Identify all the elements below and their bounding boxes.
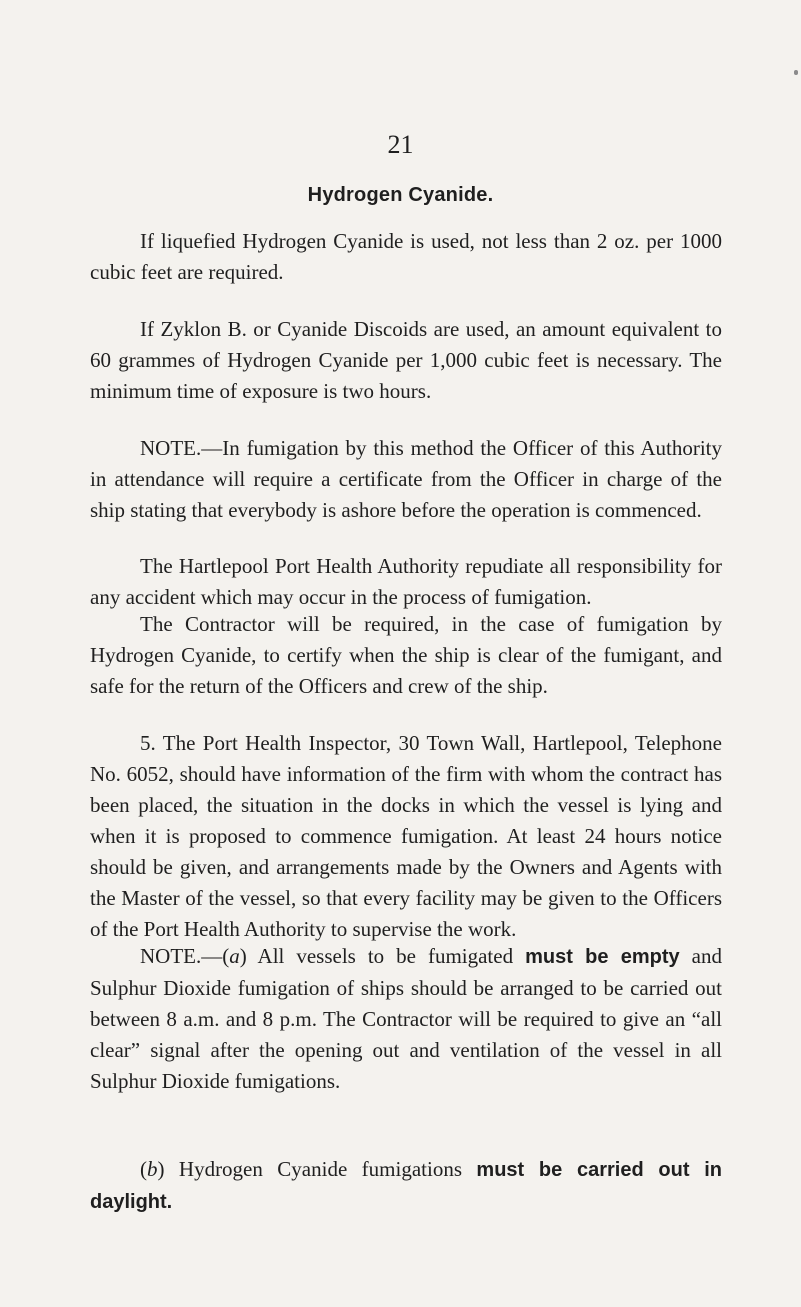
paragraph-note-b xyxy=(90,1154,722,1218)
paragraph-note-a xyxy=(90,941,722,1097)
note-b-emphasis: must be carried out in daylight. xyxy=(90,1159,722,1213)
paragraph-liquefied-hcn: If liquefied Hydrogen Cyanide is used, not less than 2 oz. per 1000 cubic feet are required. xyxy=(90,229,722,284)
note-b-mid: ) Hydrogen Cyanide fumigations xyxy=(157,1157,477,1181)
paragraph-note-certificate: NOTE.—In fumigation by this method the Officer of this Authority in attendance will require a certificate from the Officer in charge of the ship stating that everybody is ashore before the operation is commenced. xyxy=(90,436,722,522)
note-a-rest: and Sulphur Dioxide fumigation of ships should be arranged to be carried out between 8 a.m. and 8 p.m. The Contractor will be required to give an “all clear” signal after the opening out and ventilation of the vessel in all Sulphur Dioxide fumigations. xyxy=(90,944,722,1093)
paragraph-contractor-certify: The Contractor will be required, in the case of fumigation by Hydrogen Cyanide, to certify when the ship is clear of the fumigant, and safe for the return of the Officers and crew of the ship. xyxy=(90,612,722,698)
section-heading: Hydrogen Cyanide. xyxy=(307,184,494,206)
paragraph-responsibility: The Hartlepool Port Health Authority repudiate all responsibility for any accident which may occur in the process of fumigation. xyxy=(90,554,722,609)
note-a-label: a xyxy=(229,944,240,968)
page-number: 21 xyxy=(387,130,414,159)
note-a-lead: NOTE.—( xyxy=(140,944,230,968)
paragraph-zyklon-b: If Zyklon B. or Cyanide Discoids are used, an amount equivalent to 60 grammes of Hydrogen Cyanide per 1,000 cubic feet is necessary. The minimum time of exposure is two hours. xyxy=(90,317,722,403)
note-a-mid: ) All vessels to be fumigated xyxy=(239,944,526,968)
paragraph-port-health-inspector: 5. The Port Health Inspector, 30 Town Wall, Hartlepool, Telephone No. 6052, should have information of the firm with whom the contract has been placed, the situation in the docks in which the vessel is lying and when it is proposed to commence fumigation. At least 24 hours notice should be given, and arrangements made by the Owners and Agents with the Master of the vessel, so that every facility may be given to the Officers of the Port Health Authority to supervise the work. xyxy=(90,731,722,941)
page-speck xyxy=(794,70,798,75)
note-b-label: b xyxy=(147,1157,158,1181)
note-a-emphasis: must be empty xyxy=(525,946,680,968)
note-b-lead: ( xyxy=(140,1157,147,1181)
